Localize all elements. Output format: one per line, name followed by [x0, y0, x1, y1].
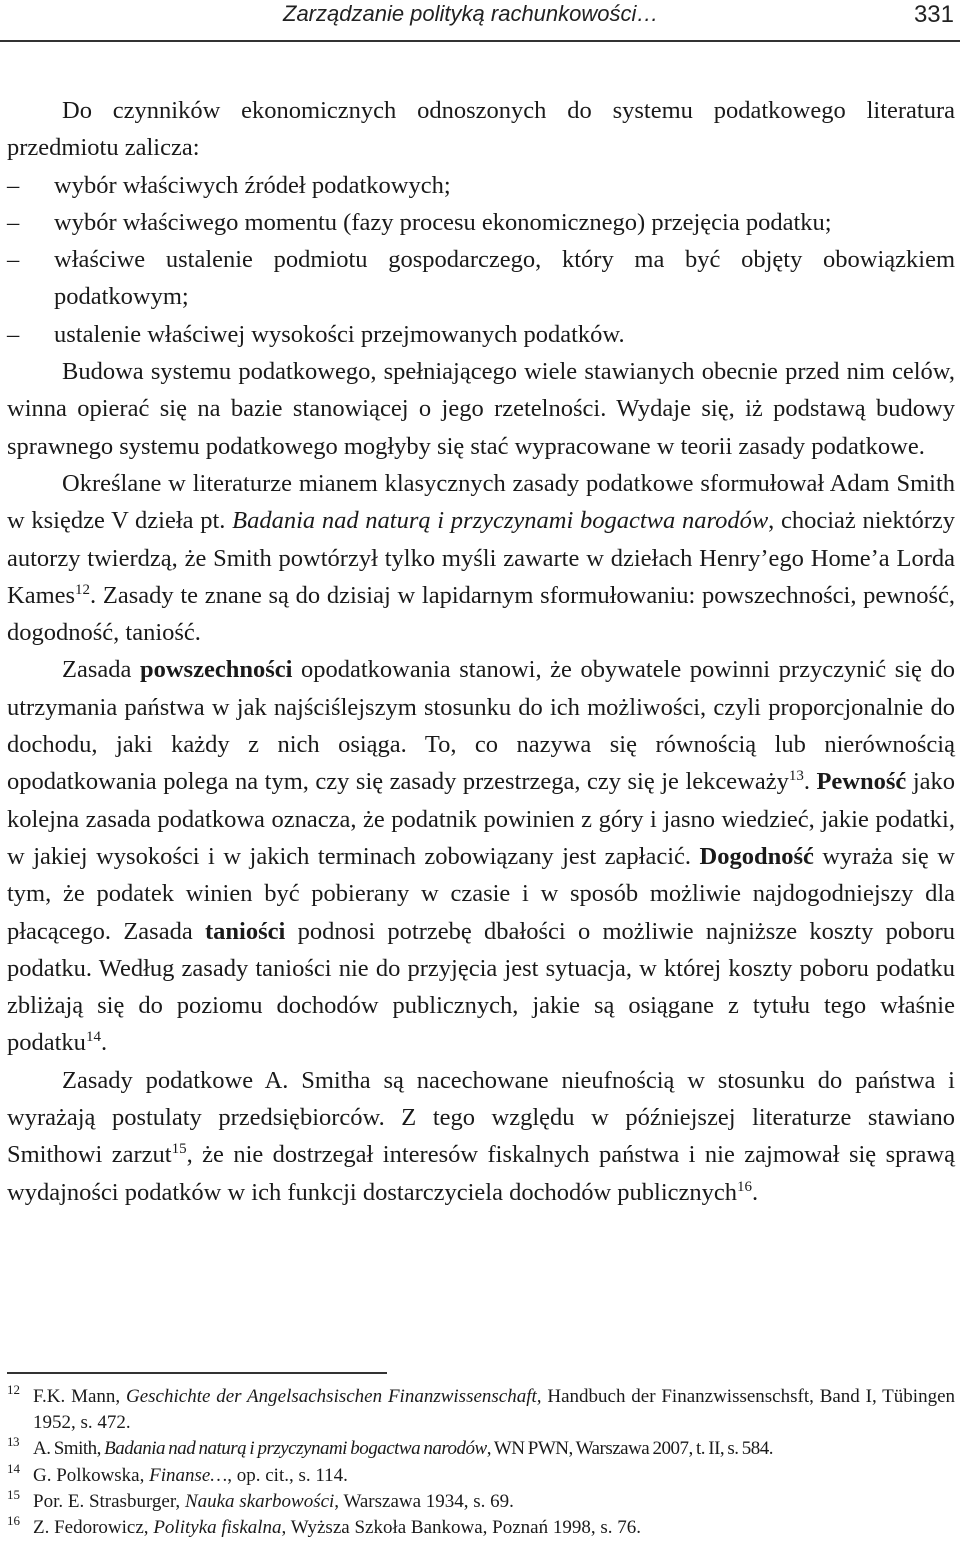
footnote-13 — [7, 1436, 955, 1462]
footnote-text: , Warszawa 1934, s. 69. — [334, 1490, 514, 1512]
footnote-text: Handbuch der Finanzwissenschsft, Band I, Tübingen 1952, s. 472. — [33, 1386, 955, 1434]
text-run: . — [752, 1178, 759, 1206]
list-item-text: ustalenie właściwej wysokości przejmowanych podatków. — [54, 320, 625, 348]
term-powszechnosci: powszechności — [139, 656, 293, 684]
text-run: jako kolejna zasada podatkowa oznacza, że podatnik powinien z góry i jasno wiedzieć, jakie podatki, w jakiej wysokości i w jakich terminach zobowiązany jest zapłacić. — [7, 768, 955, 870]
list-item — [7, 204, 955, 241]
dash-marker: – — [7, 320, 20, 348]
dash-marker: – — [7, 208, 20, 236]
term-pewnosc: Pewność — [816, 768, 907, 796]
footnote-title: Badania nad naturą i przyczynami bogactwa narodów — [104, 1438, 487, 1460]
text-run: , chociaż niektórzy autorzy twierdzą, że Smith powtórzył tylko myśli zawarte w dziełach Henry’ego Home’a Lorda Kames — [7, 507, 955, 609]
list-item — [7, 167, 955, 204]
footnote-title: Nauka skarbowości — [184, 1490, 335, 1512]
footnote-15 — [7, 1486, 955, 1515]
footnote-ref[interactable]: 14 — [85, 1029, 101, 1046]
list-item-text: wybór właściwego momentu (fazy procesu ekonomicznego) przejęcia podatku; — [54, 208, 832, 236]
footnote-14 — [7, 1460, 955, 1489]
running-header — [0, 0, 960, 46]
paragraph-smith — [7, 465, 955, 651]
paragraph-budowa: Budowa systemu podatkowego, spełniającego wiele stawianych obecnie przed nim celów, winna opierać się na bazie stanowiącej o jego rzetelności. Wydaje się, iż podstawą budowy sprawnego systemu podatkowego mogłyby się stać wypracowane w teorii zasady podatkowe. — [7, 358, 955, 460]
term-taniosci: taniości — [204, 917, 286, 945]
text-run: podnosi potrzebę dbałości o możliwie najniższe koszty poboru podatku. Według zasady taniości nie do przyjęcia jest sytuacja, w której koszty poboru podatku zbliżają się do poziomu dochodów publicznych, jakie są osiągane z tytułu tego właśnie podatku — [7, 917, 955, 1057]
running-title: Zarządzanie polityką rachunkowości… — [283, 1, 659, 26]
text-run: . — [803, 768, 817, 796]
footnote-title: Geschichte der Angelsachsischen Finanzwissenschaft, — [126, 1386, 542, 1407]
footnote-text: , WN PWN, Warszawa 2007, t. II, s. 584. — [486, 1438, 774, 1460]
footnote-12 — [7, 1384, 955, 1436]
text-run: wyraża się w tym, że podatek winien być pobierany w czasie i w sposób możliwie najdogodniejszy dla płacącego. Zasada — [7, 842, 955, 945]
header-rule — [0, 40, 960, 42]
footnote-text: F.K. Mann, — [33, 1386, 126, 1407]
footnote-ref[interactable]: 12 — [75, 581, 91, 598]
footnote-text: Por. E. Strasburger, — [33, 1490, 185, 1512]
footnote-text: , op. cit., s. 114. — [227, 1464, 348, 1486]
footnote-title: Polityka fiskalna — [153, 1517, 282, 1539]
footnote-ref[interactable]: 13 — [788, 768, 804, 785]
book-title: Badania nad naturą i przyczynami bogactwa narodów — [232, 507, 769, 535]
footnote-ref[interactable]: 15 — [171, 1141, 187, 1158]
text-run: Zasady podatkowe A. Smitha są nacechowane nieufnością w stosunku do państwa i wyrażają postulaty przedsiębiorców. Z tego względu w późniejszej literaturze stawiano Smithowi zarzut — [7, 1066, 955, 1169]
text-run: opodatkowania stanowi, że obywatele powinni przyczynić się do utrzymania państwa w jak najściślejszym stosunku do ich możliwości, czyli proporcjonalnie do dochodu, jaki każdy z nich osiąga. To, co nazywa się równością lub nierównością opodatkowania polega na tym, czy się zasady przestrzega, czy się je lekceważy — [7, 656, 956, 796]
footnote-number: 16 — [7, 1513, 20, 1529]
footnote-number: 13 — [7, 1434, 19, 1450]
list-item — [7, 241, 955, 316]
list-item-text: wybór właściwych źródeł podatkowych; — [54, 171, 451, 199]
text-run: Zasada — [62, 656, 140, 684]
list-item-text: właściwe ustalenie podmiotu gospodarczego, który ma być objęty obowiązkiem podatkowym; — [54, 246, 955, 311]
text-run: , że nie dostrzegał interesów fiskalnych państwa i nie zajmował się sprawą wydajności podatków w ich funkcji dostarczyciela dochodów publicznych — [7, 1141, 955, 1206]
footnote-number: 14 — [7, 1460, 20, 1476]
footnote-text: Z. Fedorowicz, — [33, 1517, 154, 1539]
footnote-ref[interactable]: 16 — [737, 1178, 753, 1195]
text-run: . — [100, 1029, 108, 1057]
footnote-separator — [7, 1372, 387, 1374]
main-text — [7, 92, 955, 1211]
dash-marker: – — [7, 246, 20, 274]
paragraph-smitha — [7, 1062, 955, 1211]
footnote-number: 15 — [7, 1486, 20, 1502]
footnote-number: 12 — [7, 1382, 20, 1397]
footnote-16 — [7, 1515, 955, 1541]
dash-marker: – — [7, 171, 20, 199]
factor-list — [7, 167, 955, 353]
footnote-text: , Wyższa Szkoła Bankowa, Poznań 1998, s. 76. — [281, 1517, 641, 1539]
list-item — [7, 316, 955, 353]
footnote-title: Finanse… — [149, 1464, 228, 1486]
page-number: 331 — [913, 1, 954, 28]
term-dogodnosc: Dogodność — [699, 842, 814, 870]
text-run: Określane w literaturze mianem klasycznych zasady podatkowe sformułował Adam Smith w księdze V dzieła pt. — [7, 469, 955, 535]
footnote-text: A. Smith, — [33, 1438, 105, 1460]
footnotes — [7, 1384, 955, 1541]
text-run: . Zasady te znane są do dzisiaj w lapidarnym sformułowaniu: powszechności, pewność, dogodność, taniość. — [7, 581, 955, 647]
footnote-text: G. Polkowska, — [33, 1464, 150, 1486]
intro-paragraph: Do czynników ekonomicznych odnoszonych do systemu podatkowego literatura przedmiotu zalicza: — [7, 97, 955, 162]
paragraph-zasady — [7, 651, 955, 1061]
